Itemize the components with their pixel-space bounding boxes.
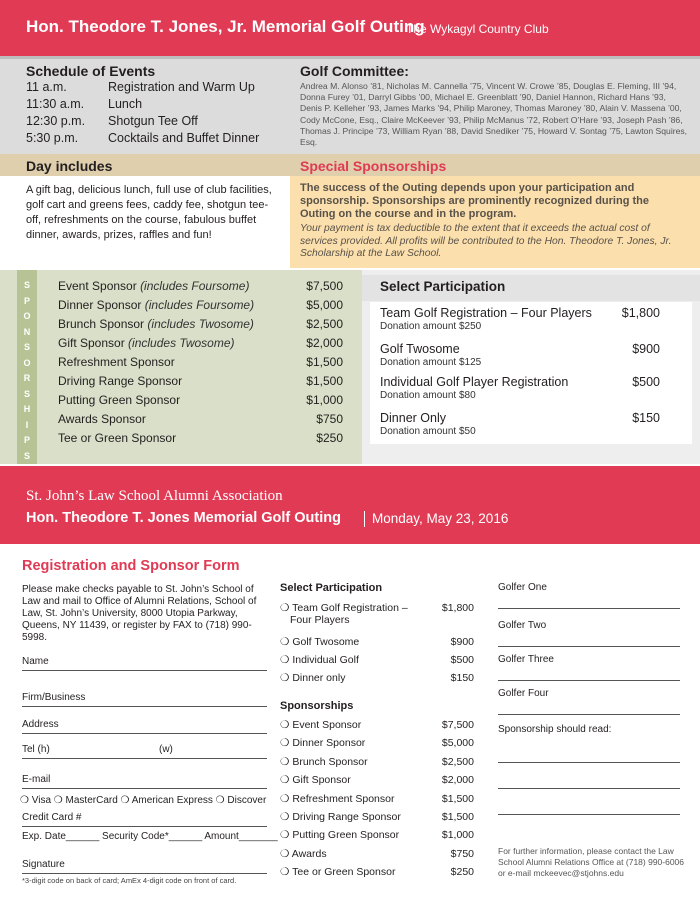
- sponsor-option-label: ❍ Event Sponsor: [280, 719, 362, 731]
- sponsorship-note: (includes Foursome): [144, 298, 255, 312]
- sponsorship-name: [58, 372, 182, 391]
- schedule-time: 12:30 p.m.: [26, 114, 86, 128]
- vertical-letter: R: [23, 373, 31, 383]
- participation-item[interactable]: [380, 411, 660, 437]
- sponsorship-name: [58, 353, 175, 372]
- participation-option-label: [280, 636, 359, 648]
- email-field[interactable]: [22, 774, 267, 789]
- vertical-letter: S: [23, 388, 30, 399]
- tel-home-label: Tel (h): [22, 744, 50, 755]
- sponsor-option[interactable]: [280, 811, 474, 823]
- committee-names: Andrea M. Alonso ’81, Nicholas M. Cannella ’75, Vincent W. Crowe ’85, Douglas E. Fleming, III ’94, Donna Furey ’01, Darryl Gibbs ’00, Michael E. Greenblatt ’90, Daniel Hannon, Richard Hans ’93, Denis P. Kelleher ’93, James Marks ’94, Philip Maroney, Thomas Maroney ’80, Alain V. Massena ’00, Cody McCone, Esq., Claire McKeever ’93, Philip McManus ’72, Robert O’Hare ’93, Joseph Pash ’86, Thomas J. Principe ’73, William Ryan ’88, David Snediker ’75, Howard V. Sontag ’75, Lawton Squires, Esq.: [300, 81, 688, 148]
- sponsorship-row: [58, 277, 343, 296]
- participation-option-price: $1,800: [441, 602, 474, 614]
- header-bar: [0, 0, 700, 56]
- golfer-field[interactable]: [498, 654, 680, 681]
- sponsorship-price: $2,000: [306, 336, 343, 350]
- participation-price: $500: [632, 375, 660, 389]
- golfer-label: Golfer Three: [498, 654, 554, 665]
- sponsorship-title: Gift Sponsor: [58, 336, 125, 350]
- vertical-letter: O: [23, 311, 31, 321]
- sponsor-option[interactable]: [280, 774, 474, 786]
- participation-price: $900: [632, 342, 660, 356]
- participation-donation: Donation amount $50: [380, 426, 476, 437]
- participation-donation: Donation amount $125: [380, 357, 482, 368]
- sponsorship-title: Refreshment Sponsor: [58, 355, 175, 369]
- participation-option[interactable]: [280, 654, 474, 666]
- sponsorships-vertical-label: [17, 270, 37, 464]
- day-includes-heading: Day includes: [26, 158, 113, 174]
- sponsorship-name: [58, 334, 235, 353]
- sponsor-option-price: $250: [450, 866, 474, 879]
- sponsor-option-label: ❍ Putting Green Sponsor: [280, 829, 400, 842]
- sponsor-option-price: $7,500: [441, 719, 474, 731]
- banner-event-title: Hon. Theodore T. Jones Memorial Golf Outing: [26, 510, 341, 526]
- contact-info: For further information, please contact the Law School Alumni Relations Office at (718) 990-6006 or e-mail mckeevec@stjohns.edu: [498, 846, 685, 878]
- select-participation-header: [362, 275, 700, 301]
- sponsor-option-label: ❍ Dinner Sponsor: [280, 737, 366, 750]
- sponsorship-name: [58, 429, 176, 448]
- sponsorship-price: $1,500: [306, 355, 343, 369]
- vertical-letter: P: [23, 295, 30, 306]
- sponsorship-row: [58, 391, 343, 410]
- sponsorship-price: $1,000: [306, 393, 343, 407]
- sponsor-option[interactable]: [280, 756, 474, 768]
- participation-option-text: ❍ Golf Twosome: [280, 636, 360, 648]
- schedule-row: [26, 79, 286, 96]
- participation-item[interactable]: [380, 342, 660, 368]
- participation-name: Golf Twosome: [380, 342, 460, 356]
- participation-option[interactable]: [280, 602, 474, 626]
- sponsorship-title: Event Sponsor: [58, 279, 137, 293]
- select-participation-heading: Select Participation: [380, 279, 506, 294]
- event-date: Monday, May 23, 2016: [372, 511, 509, 526]
- sponsorship-row: [58, 315, 343, 334]
- firm-field[interactable]: [22, 692, 267, 707]
- schedule-time: 11:30 a.m.: [26, 97, 85, 111]
- sponsor-option-label: ❍ Brunch Sponsor: [280, 755, 368, 768]
- sponsorship-note: (includes Twosome): [147, 317, 254, 331]
- participation-item[interactable]: [380, 306, 660, 332]
- participation-item[interactable]: [380, 375, 660, 401]
- schedule-time: 5:30 p.m.: [26, 131, 79, 145]
- sponsorship-price: $2,500: [306, 317, 343, 331]
- sponsor-option-price: $1,000: [441, 829, 474, 842]
- sponsorship-price: $750: [316, 412, 343, 426]
- sponsor-option-label: ❍ Tee or Green Sponsor: [280, 866, 396, 879]
- participation-row: [380, 411, 660, 425]
- vertical-letter: N: [23, 326, 31, 337]
- sponsor-option-price: $750: [450, 847, 474, 860]
- credit-card-field[interactable]: [22, 812, 267, 827]
- schedule-section: [26, 63, 286, 147]
- sponsorship-note: (includes Foursome): [140, 279, 250, 293]
- participation-option[interactable]: [280, 672, 474, 684]
- sponsorship-price: $1,500: [306, 374, 343, 388]
- sponsor-option-label: ❍ Driving Range Sponsor: [280, 811, 401, 823]
- schedule-label: Lunch: [108, 97, 143, 111]
- telephone-field[interactable]: [22, 744, 267, 759]
- day-includes-text: A gift bag, delicious lunch, full use of club facilities, golf cart and greens fees, caddy fee, shotgun tee-off, refreshments on the course, fabulous buffet dinner, awards, prizes, raffles and fun!: [26, 184, 272, 241]
- sponsorship-price: $7,500: [306, 279, 343, 293]
- participation-option-text: ❍ Dinner only: [280, 672, 346, 684]
- sponsorship-row: [58, 334, 343, 353]
- sponsor-option-label: ❍ Refreshment Sponsor: [280, 792, 395, 805]
- association-name: St. John’s Law School Alumni Association: [26, 488, 283, 504]
- vertical-letter: P: [23, 435, 30, 445]
- sponsorship-price: $250: [316, 431, 343, 445]
- sponsorship-row: [58, 372, 343, 391]
- sponsorship-title: Awards Sponsor: [58, 412, 146, 426]
- name-field[interactable]: [22, 656, 267, 671]
- tel-work-label: (w): [159, 744, 173, 755]
- sponsor-option-price: $1,500: [441, 792, 474, 805]
- sponsor-option[interactable]: [280, 719, 474, 731]
- sponsorship-title: Brunch Sponsor: [58, 317, 145, 331]
- sponsor-option-price: $5,000: [441, 737, 474, 750]
- sponsor-option-price: $2,500: [441, 755, 474, 768]
- golfer-field[interactable]: [498, 582, 680, 609]
- sponsorship-name: [58, 277, 249, 296]
- committee-heading: Golf Committee:: [300, 63, 409, 79]
- participation-option-label: [280, 672, 345, 684]
- participation-name: Dinner Only: [380, 411, 446, 425]
- special-sponsorships-header: [290, 154, 700, 176]
- vertical-letter: S: [23, 450, 30, 461]
- golfer-label: Golfer Four: [498, 688, 549, 699]
- schedule-row: [26, 130, 286, 147]
- schedule-row: [26, 96, 286, 113]
- sponsorship-read-line[interactable]: [498, 762, 680, 763]
- sponsor-option[interactable]: [280, 737, 474, 749]
- participation-price: $1,800: [621, 306, 660, 320]
- sponsor-option[interactable]: [280, 866, 474, 878]
- schedule-time: 11 a.m.: [26, 80, 67, 94]
- participation-option-label: [280, 654, 359, 666]
- event-title: Hon. Theodore T. Jones, Jr. Memorial Golf Outing: [26, 17, 425, 36]
- sponsorship-title: Dinner Sponsor: [58, 298, 142, 312]
- sponsor-option[interactable]: [280, 848, 474, 860]
- sponsorship-read-line[interactable]: [498, 814, 680, 815]
- vertical-letter: S: [23, 280, 30, 290]
- golfer-label: Golfer One: [498, 582, 547, 593]
- schedule-row: [26, 113, 286, 130]
- vertical-letter: H: [23, 404, 31, 414]
- sponsorship-name: [58, 296, 254, 315]
- sponsorship-price: $5,000: [306, 298, 343, 312]
- golfer-field[interactable]: [498, 620, 680, 647]
- venue-name: The Wykagyl Country Club: [406, 22, 549, 36]
- participation-option-price: $500: [450, 654, 474, 666]
- sponsorship-name: [58, 391, 180, 410]
- registration-banner: [0, 466, 700, 544]
- address-field[interactable]: [22, 719, 267, 734]
- credit-card-label: Credit Card #: [22, 812, 82, 823]
- sponsorship-name: [58, 410, 146, 429]
- participation-option[interactable]: [280, 636, 474, 648]
- sponsorship-read-label: Sponsorship should read:: [498, 724, 612, 735]
- special-bold-text: The success of the Outing depends upon your participation and sponsorship. Sponsorships are prominently recognized during the Outing on the course and in the program.: [300, 182, 649, 220]
- participation-option-text: ❍ Individual Golf: [280, 654, 359, 666]
- special-sponsorships-body: [290, 176, 700, 268]
- schedule-heading: Schedule of Events: [26, 63, 156, 79]
- sponsor-option-price: $2,000: [441, 774, 474, 787]
- sponsorship-row: [58, 410, 343, 429]
- sponsor-option[interactable]: [280, 793, 474, 805]
- security-code-footnote: *3-digit code on back of card; AmEx 4-digit code on front of card.: [22, 876, 237, 885]
- participation-name: Team Golf Registration – Four Players: [380, 306, 592, 320]
- form-instructions: Please make checks payable to St. John’s School of Law and mail to Office of Alumni Relations, School of Law, St. John’s University, 8000 Utopia Parkway, Queens, NY 11439, or register by FAX to (718) 990-5998.: [22, 584, 257, 643]
- participation-name: Individual Golf Player Registration: [380, 375, 569, 389]
- participation-donation: Donation amount $250: [380, 321, 482, 332]
- banner-divider: [364, 511, 365, 527]
- form-title: Registration and Sponsor Form: [22, 558, 240, 574]
- schedule-label: Registration and Warm Up: [108, 80, 255, 94]
- golfer-label: Golfer Two: [498, 620, 547, 631]
- name-label: Name: [22, 656, 49, 667]
- vertical-letter: O: [23, 357, 31, 368]
- sponsorship-row: [58, 296, 343, 315]
- sponsorship-name: [58, 315, 254, 334]
- participation-option-text2: Four Players: [290, 614, 350, 626]
- firm-label: Firm/Business: [22, 692, 86, 703]
- special-italic-text: Your payment is tax deductible to the extent that it exceeds the actual cost of services provided. All profits will be contributed to the Hon. Theodore T. Jones, Jr. Scholarship at the Law School.: [300, 223, 672, 259]
- sponsorship-title: Putting Green Sponsor: [58, 393, 181, 407]
- participation-row: [380, 306, 660, 320]
- vertical-letter: S: [23, 342, 30, 352]
- sponsorship-title: Tee or Green Sponsor: [58, 431, 177, 445]
- sponsor-option[interactable]: [280, 829, 474, 841]
- participation-donation: Donation amount $80: [380, 390, 476, 401]
- participation-option-label: [280, 602, 408, 626]
- sponsorship-note: (includes Twosome): [128, 336, 235, 350]
- card-type-options[interactable]: ❍ Visa ❍ MasterCard ❍ American Express ❍ Discover: [20, 795, 267, 806]
- sponsorship-read-line[interactable]: [498, 788, 680, 789]
- schedule-label: Cocktails and Buffet Dinner: [108, 131, 260, 145]
- email-label: E-mail: [22, 774, 51, 785]
- sponsor-option-label: ❍ Awards: [280, 847, 327, 860]
- schedule-list: [26, 79, 286, 147]
- sponsor-option-label: ❍ Gift Sponsor: [280, 774, 351, 787]
- address-label: Address: [22, 719, 59, 730]
- schedule-label: Shotgun Tee Off: [108, 114, 198, 128]
- committee-section: [300, 63, 690, 148]
- signature-label: Signature: [22, 859, 65, 870]
- expiry-security-amount[interactable]: Exp. Date______ Security Code*______ Amount_______: [22, 831, 278, 842]
- participation-option-text: ❍ Team Golf Registration –: [280, 602, 408, 614]
- participation-row: [380, 342, 660, 356]
- vertical-letter: I: [25, 419, 29, 430]
- participation-option-price: $150: [450, 672, 474, 684]
- signature-field[interactable]: [22, 859, 267, 874]
- participation-price: $150: [632, 411, 660, 425]
- sponsorship-row: [58, 429, 343, 448]
- golfer-field[interactable]: [498, 688, 680, 715]
- sponsorship-title: Driving Range Sponsor: [58, 374, 183, 388]
- sponsorship-row: [58, 353, 343, 372]
- sponsor-option-price: $1,500: [441, 811, 474, 823]
- day-includes-body: [0, 176, 290, 268]
- form-participation-heading: Select Participation: [280, 582, 383, 594]
- participation-row: [380, 375, 660, 389]
- special-sponsorships-heading: Special Sponsorships: [300, 158, 447, 174]
- participation-option-price: $900: [450, 636, 474, 648]
- form-sponsorships-heading: Sponsorships: [280, 700, 354, 712]
- day-includes-header: [0, 154, 290, 176]
